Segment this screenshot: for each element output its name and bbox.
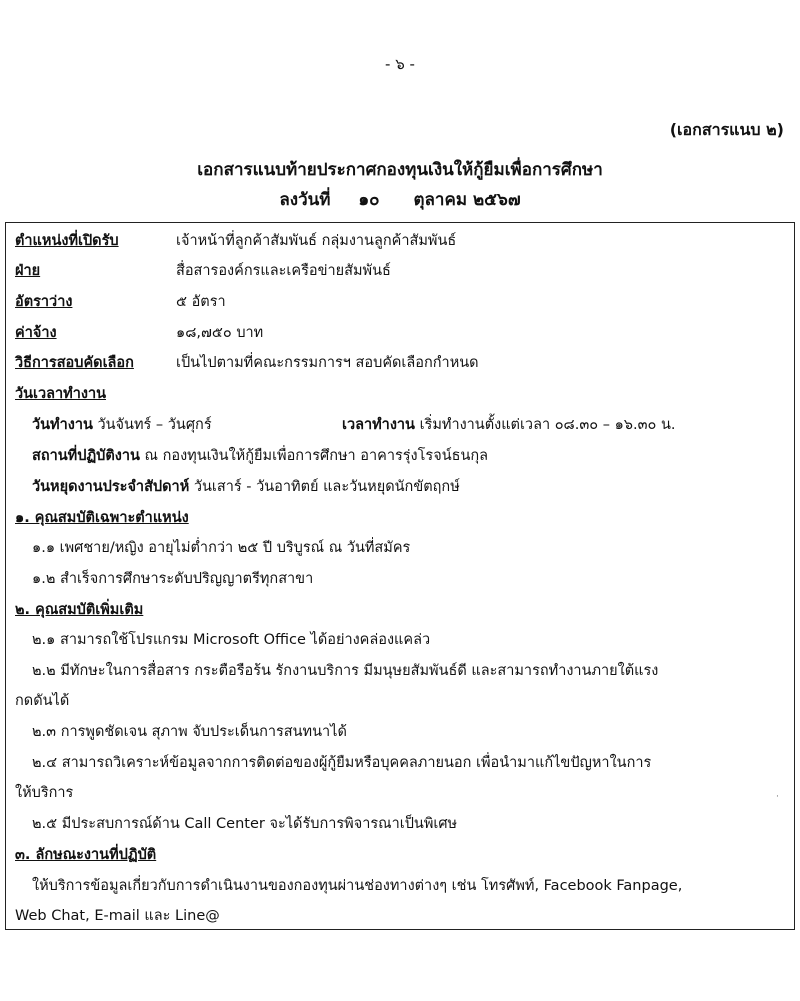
date-month-year: ตุลาคม ๒๕๖๗ [413, 190, 521, 210]
holidays-label: วันหยุดงานประจำสัปดาห์ [32, 479, 190, 495]
hours-label: เวลาทำงาน [342, 417, 415, 433]
workdays-label: วันทำงาน [32, 417, 93, 433]
workdays-line [32, 413, 212, 436]
section2-item-continuation: ให้บริการ [15, 785, 74, 801]
section3-text: ให้บริการข้อมูลเกี่ยวกับการดำเนินงานของกองทุนผ่านช่องทางต่างๆ เช่น โทรศัพท์, Facebook Fanpage, [32, 878, 683, 894]
section1-item: ๑.๒ สำเร็จการศึกษาระดับปริญญาตรีทุกสาขา [32, 571, 314, 587]
section2-item: ๒.๓ การพูดชัดเจน สุภาพ จับประเด็นการสนทนาได้ [32, 724, 347, 740]
section3-heading: ๓. ลักษณะงานที่ปฏิบัติ [15, 847, 157, 863]
section2-item: ๒.๒ มีทักษะในการสื่อสาร กระตือรือร้น รักงานบริการ มีมนุษยสัมพันธ์ดี และสามารถทำงานภายใต้แรง [32, 663, 659, 679]
location-line [32, 444, 488, 467]
workdays-value: วันจันทร์ – วันศุกร์ [97, 417, 212, 433]
field-value: เป็นไปตามที่คณะกรรมการฯ สอบคัดเลือกกำหนด [176, 355, 479, 371]
location-value: ณ กองทุนเงินให้กู้ยืมเพื่อการศึกษา อาคารรุ่งโรจน์ธนกุล [144, 448, 489, 464]
field-value: ๕ อัตรา [176, 294, 226, 310]
section2-item-continuation: กดดันได้ [15, 693, 70, 709]
date-day: ๑๐ [358, 190, 380, 210]
field-value: เจ้าหน้าที่ลูกค้าสัมพันธ์ กลุ่มงานลูกค้าสัมพันธ์ [176, 233, 457, 249]
field-label: วิธีการสอบคัดเลือก [15, 355, 134, 371]
work-schedule-heading: วันเวลาทำงาน [15, 386, 107, 402]
page-number: - ๖ - [385, 55, 415, 73]
field-label: ค่าจ้าง [15, 325, 57, 341]
attachment-label: (เอกสารแนบ ๒) [669, 120, 784, 139]
document-title: เอกสารแนบท้ายประกาศกองทุนเงินให้กู้ยืมเพื่อการศึกษา [197, 160, 603, 180]
section2-item: ๒.๑ สามารถใช้โปรแกรม Microsoft Office ได้อย่างคล่องแคล่ว [32, 632, 431, 648]
holidays-value: วันเสาร์ - วันอาทิตย์ และวันหยุดนักขัตฤกษ์ [193, 479, 460, 495]
hours-value: เริ่มทำงานตั้งแต่เวลา ๐๘.๓๐ – ๑๖.๓๐ น. [419, 417, 676, 433]
field-value: ๑๘,๗๕๐ บาท [176, 325, 264, 341]
section2-item: ๒.๕ มีประสบการณ์ด้าน Call Center จะได้รับการพิจารณาเป็นพิเศษ [32, 816, 458, 832]
hours-line [342, 413, 676, 436]
job-details-box [5, 222, 795, 930]
location-label: สถานที่ปฏิบัติงาน [32, 448, 140, 464]
field-label: อัตราว่าง [15, 294, 73, 310]
document-date [0, 186, 800, 213]
field-value: สื่อสารองค์กรและเครือข่ายสัมพันธ์ [176, 263, 391, 279]
holidays-line [32, 475, 460, 498]
section1-heading: ๑. คุณสมบัติเฉพาะตำแหน่ง [15, 510, 189, 526]
section2-item: ๒.๔ สามารถวิเคราะห์ข้อมูลจากการติดต่อของผู้กู้ยืมหรือบุคคลภายนอก เพื่อนำมาแก้ไขปัญหาในการ [32, 755, 652, 771]
section2-heading: ๒. คุณสมบัติเพิ่มเติม [15, 602, 144, 618]
field-label: ฝ่าย [15, 263, 41, 279]
section1-item: ๑.๑ เพศชาย/หญิง อายุไม่ต่ำกว่า ๒๕ ปี บริบูรณ์ ณ วันที่สมัคร [32, 540, 411, 556]
scan-speck-icon: · [776, 792, 779, 802]
field-label: ตำแหน่งที่เปิดรับ [15, 233, 119, 249]
date-prefix: ลงวันที่ [279, 190, 331, 210]
section3-text-continuation: Web Chat, E-mail และ Line@ [15, 908, 220, 924]
